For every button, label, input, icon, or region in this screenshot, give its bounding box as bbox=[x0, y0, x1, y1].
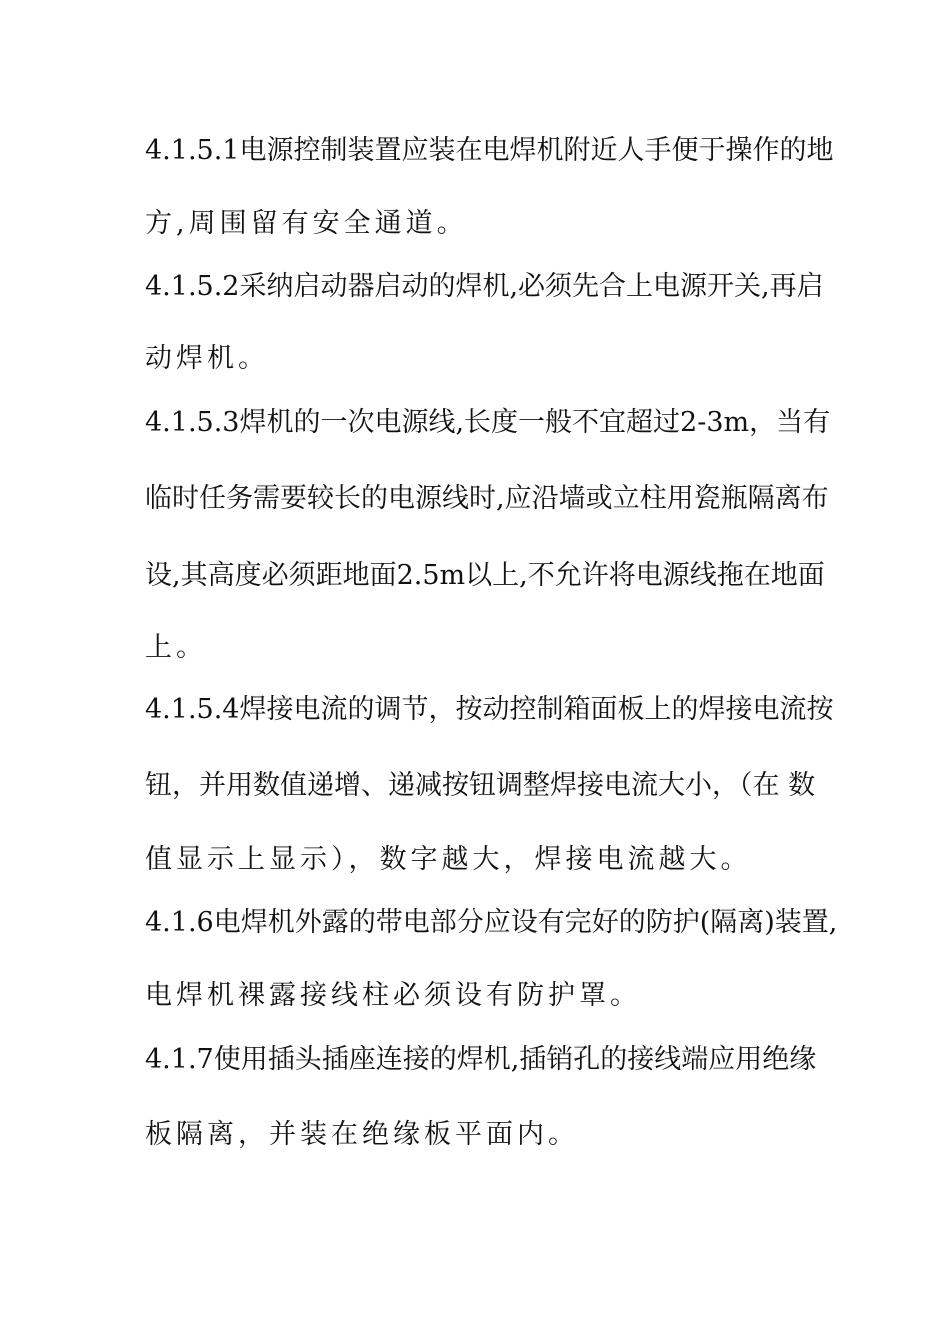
paragraph-line: 临时任务需要较长的电源线时,应沿墙或立柱用瓷瓶隔离布 bbox=[145, 483, 829, 514]
paragraph-line: 动焊机。 bbox=[145, 343, 269, 374]
paragraph-line: 值显示上显示），数字越大，焊接电流越大。 bbox=[145, 844, 752, 875]
paragraph-line: 板隔离，并装在绝缘板平面内。 bbox=[145, 1119, 579, 1150]
paragraph-line: 设,其高度必须距地面2.5m以上,不允许将电源线拖在地面 bbox=[145, 560, 825, 591]
paragraph-line: 4.1.6电焊机外露的带电部分应设有完好的防护(隔离)装置, bbox=[145, 907, 838, 938]
paragraph-line: 4.1.5.1电源控制装置应装在电焊机附近人手便于操作的地 bbox=[145, 135, 834, 166]
paragraph-line: 钮，并用数值递增、递减按钮调整焊接电流大小，（在 数 bbox=[145, 770, 816, 801]
paragraph-line: 4.1.5.4焊接电流的调节，按动控制箱面板上的焊接电流按 bbox=[145, 694, 834, 725]
paragraph-line: 上。 bbox=[145, 632, 207, 663]
paragraph-line: 4.1.5.2采纳启动器启动的焊机,必须先合上电源开关,再启 bbox=[145, 271, 824, 302]
paragraph-line: 电焊机裸露接线柱必须设有防护罩。 bbox=[145, 980, 641, 1011]
paragraph-line: 方,周围留有安全通道。 bbox=[145, 208, 468, 239]
paragraph-line: 4.1.5.3焊机的一次电源线,长度一般不宜超过2-3m，当有 bbox=[145, 407, 831, 438]
paragraph-line: 4.1.7使用插头插座连接的焊机,插销孔的接线端应用绝缘 bbox=[145, 1044, 817, 1075]
